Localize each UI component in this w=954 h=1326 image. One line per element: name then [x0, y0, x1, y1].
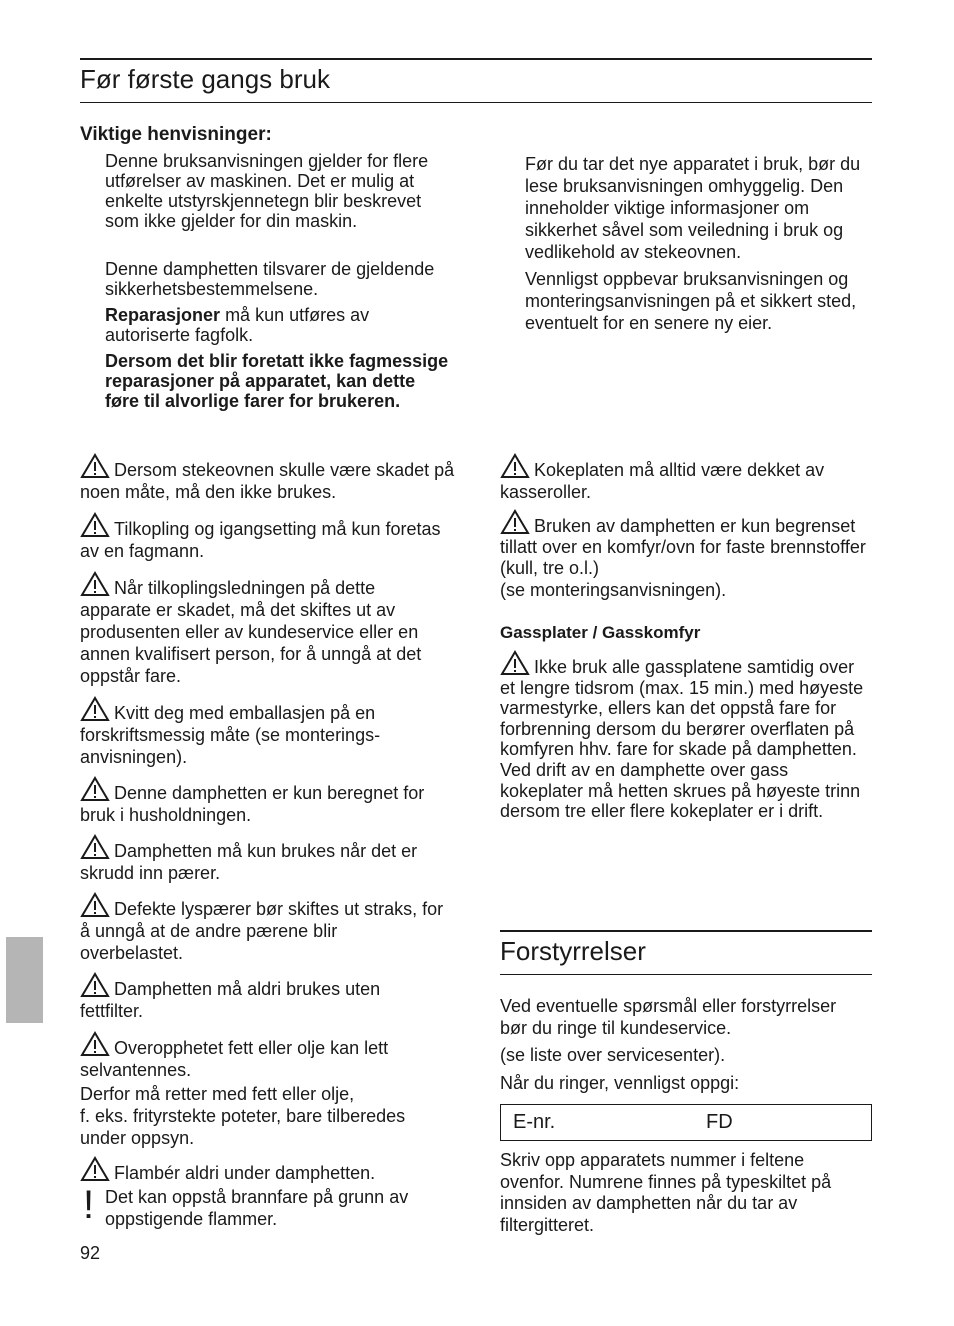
exclamation-icon: ! — [83, 1183, 95, 1227]
warning-triangle-icon — [80, 696, 110, 722]
warning-triangle-icon — [80, 834, 110, 860]
fd-label: FD — [706, 1111, 733, 1133]
faults-paragraph-3: Når du ringer, vennligst oppgi: — [500, 1073, 740, 1093]
fat-oil-line-2: f. eks. frityrstekte poteter, bare tilberedes under oppsyn. — [80, 1106, 406, 1148]
warning-item: Damphetten må aldri brukes uten fettfilter. — [80, 972, 425, 1022]
faults-rule-bottom — [500, 974, 872, 975]
warning-item: Når tilkoplingsledningen på dette apparate er skadet, må det skiftes ut av produsenten eller av kundeservice eller en annen kvalifisert person, for å unngå at det oppstår fare. — [80, 571, 450, 687]
repairs-bold: Reparasjoner — [105, 305, 221, 325]
warning-triangle-icon — [80, 1031, 110, 1057]
warning-item: Overopphetet fett eller olje kan lett selvantennes. — [80, 1031, 425, 1081]
warning-triangle-icon — [500, 650, 530, 676]
repairs-rest: må kun utføres av autoriserte fagfolk. — [105, 305, 370, 345]
right-intro-paragraph-2: Vennligst oppbevar bruksanvisningen og monteringsanvisningen på et sikkert sted, eventuelt for en senere ny eier. — [525, 269, 857, 333]
intro-paragraph-4: Dersom det blir foretatt ikke fagmessige reparasjoner på apparatet, kan dette føre til alvorlige farer for brukeren. — [105, 351, 449, 411]
warning-triangle-icon — [80, 892, 110, 918]
intro-paragraph-3 — [105, 305, 405, 345]
warning-triangle-icon — [80, 1156, 110, 1182]
right-intro-paragraph-1: Før du tar det nye apparatet i bruk, bør du lese bruksanvisningen omhyggelig. Den inneholder viktige informasjoner om sikkerhet såvel som veiledning i bruk og vedlikehold av stekeovnen. — [525, 154, 861, 262]
page-number: 92 — [80, 1243, 101, 1263]
header-rule-bottom — [80, 102, 872, 103]
faults-rule-top — [500, 930, 872, 932]
installation-reference: (se monteringsanvisningen). — [500, 580, 727, 600]
gas-heading: Gassplater / Gasskomfyr — [500, 623, 701, 642]
warning-triangle-icon — [80, 453, 110, 479]
gas-warning: Ikke bruk alle gassplatene samtidig over et lengre tidsrom (max. 15 min.) med høyeste varmestyrke, ellers kan det oppstå fare for forbrenning dersom du berører overflaten på komfyren hhv. fare for skade på damphetten. Ved drift av en damphette over gass kokeplater må hetten skrues på høyeste trinn dersom tre eller flere kokeplater er i drift. — [500, 650, 870, 822]
flambe-warning-detail: Det kan oppstå brannfare på grunn av oppstigende flammer. — [105, 1187, 409, 1229]
intro-paragraph-1: Denne bruksanvisningen gjelder for flere utførelser av maskinen. Det er mulig at enkelte utstyrskjennetegn blir beskrevet som ikke gjelder for din maskin. — [105, 151, 429, 231]
section-side-tab — [6, 937, 43, 1023]
intro-paragraph-2: Denne damphetten tilsvarer de gjeldende sikkerhetsbestemmelsene. — [105, 259, 435, 299]
warning-item: Bruken av damphetten er kun begrenset tillatt over en komfyr/ovn for faste brennstoffer (kull, tre o.l.) — [500, 509, 875, 579]
warning-item: Tilkopling og igangsetting må kun foretas av en fagmann. — [80, 512, 455, 562]
warning-item: Kvitt deg med emballasjen på en forskriftsmessig måte (se monterings-anvisningen). — [80, 696, 425, 768]
warning-item: Denne damphetten er kun beregnet for bruk i husholdningen. — [80, 776, 455, 826]
faults-title: Forstyrrelser — [500, 936, 646, 966]
warning-item: Flambér aldri under damphetten. — [80, 1156, 450, 1184]
warning-item: Damphetten må kun brukes når det er skrudd inn pærer. — [80, 834, 455, 884]
faults-paragraph-1: Ved eventuelle spørsmål eller forstyrrelser bør du ringe til kundeservice. — [500, 996, 837, 1038]
important-notes-heading: Viktige henvisninger: — [80, 124, 272, 145]
warning-triangle-icon — [80, 972, 110, 998]
header-rule-top — [80, 58, 872, 60]
warning-item: Dersom stekeovnen skulle være skadet på noen måte, må den ikke brukes. — [80, 453, 455, 503]
warning-triangle-icon — [80, 512, 110, 538]
faults-paragraph-4: Skriv opp apparatets nummer i feltene ovenfor. Numrene finnes på typeskiltet på innsiden av damphetten når du tar av filtergitteret. — [500, 1150, 832, 1235]
warning-item: Defekte lyspærer bør skiftes ut straks, for å unngå at de andre pærene blir overbelastet. — [80, 892, 445, 964]
faults-paragraph-2: (se liste over servicesenter). — [500, 1045, 726, 1065]
enr-fd-field — [500, 1104, 872, 1141]
warning-triangle-icon — [500, 509, 530, 535]
warning-triangle-icon — [80, 571, 110, 597]
page-title: Før første gangs bruk — [80, 64, 330, 94]
enr-label: E-nr. — [513, 1111, 556, 1133]
warning-item: Kokeplaten må alltid være dekket av kasseroller. — [500, 453, 855, 503]
fat-oil-line-1: Derfor må retter med fett eller olje, — [80, 1084, 355, 1104]
warning-triangle-icon — [500, 453, 530, 479]
warning-triangle-icon — [80, 776, 110, 802]
